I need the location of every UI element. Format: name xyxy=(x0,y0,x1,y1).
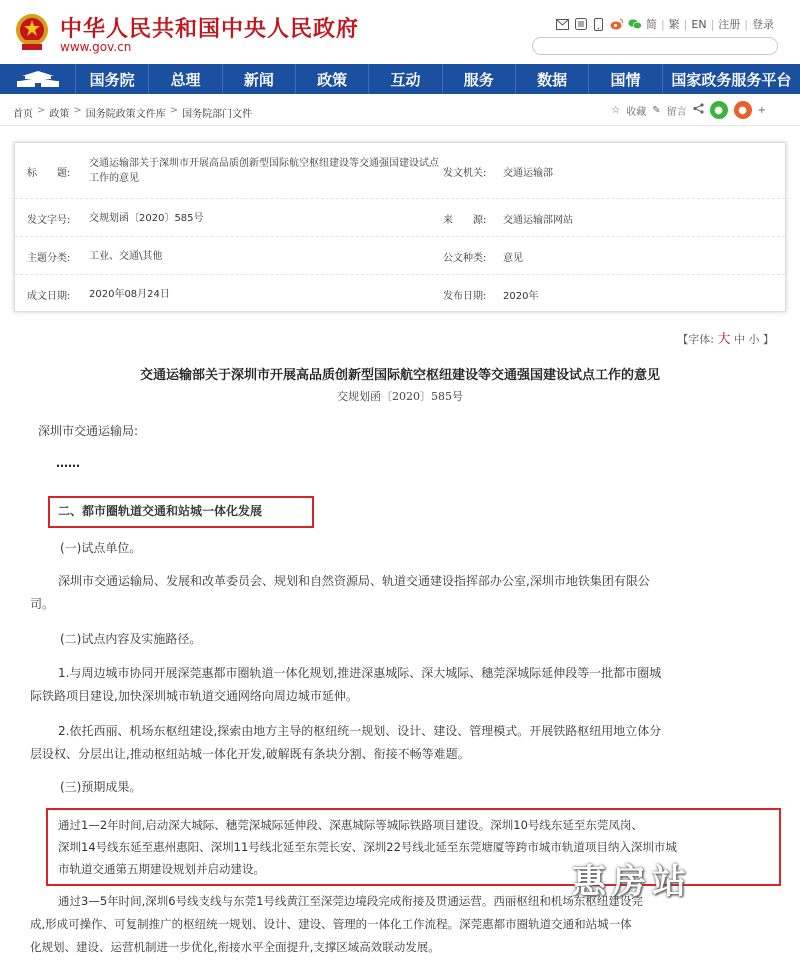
site-title[interactable]: 中华人民共和国中央人民政府 xyxy=(60,17,360,42)
info-row-title xyxy=(15,143,785,199)
title-label: 标 题: xyxy=(27,168,71,179)
paragraph-line: 层设权、分层出让,推动枢纽站城一体化开发,破解既有条块分割、衔接不畅等难题。 xyxy=(30,747,470,761)
more-share-icon[interactable]: + xyxy=(757,104,766,116)
issuer-label: 发文机关: xyxy=(443,168,487,179)
font-size-small-button[interactable]: 小 xyxy=(748,333,760,346)
type-value: 意见 xyxy=(503,253,523,264)
divider: | xyxy=(683,17,688,31)
docno-label: 发文字号: xyxy=(27,215,71,226)
ellipsis: …… xyxy=(56,456,80,470)
paragraph-line: 2.依托西丽、机场东枢纽建设,探索由地方主导的枢纽统一规划、设计、建设、管理模式。开展铁路枢纽用地立体分 xyxy=(58,724,662,738)
tiananmen-icon[interactable] xyxy=(0,64,76,94)
favorite-link[interactable]: 收藏 xyxy=(626,106,647,118)
paragraph-line: 际铁路项目建设,加快深圳城市轨道交通网络向周边城市延伸。 xyxy=(30,689,358,703)
paragraph-line: 1.与周边城市协同开展深莞惠都市圈轨道一体化规划,推进深惠城际、深大城际、穗莞深城际延伸段等一批都市圈城 xyxy=(58,666,662,680)
paragraph-line: 司。 xyxy=(30,597,55,611)
topic-label: 主题分类: xyxy=(27,253,71,264)
paragraph-line: 深圳市交通运输局、发展和改革委员会、规划和自然资源局、轨道交通建设指挥部办公室,深圳市地铁集团有限公 xyxy=(58,574,650,588)
type-label: 公文种类: xyxy=(443,253,487,264)
lang-traditional-link[interactable]: 繁 xyxy=(668,18,680,31)
nav-item-state-council[interactable]: 国务院 xyxy=(76,64,149,94)
font-size-prefix: 【字体: xyxy=(677,333,714,346)
date-value: 2020年08月24日 xyxy=(89,289,170,300)
source-label: 来 源: xyxy=(443,215,487,226)
breadcrumb-department-docs[interactable]: 国务院部门文件 xyxy=(182,109,253,120)
breadcrumb-separator: > xyxy=(37,105,46,116)
salutation: 深圳市交通运输局: xyxy=(38,424,139,438)
subheading-results: (三)预期成果。 xyxy=(60,780,142,794)
register-link[interactable]: 注册 xyxy=(718,18,741,31)
breadcrumb-separator: > xyxy=(73,105,82,116)
weibo-icon[interactable] xyxy=(610,17,624,31)
nav-item-policy[interactable]: 政策 xyxy=(296,64,369,94)
comment-link[interactable]: 留言 xyxy=(666,106,687,118)
article-title: 交通运输部关于深圳市开展高品质创新型国际航空枢纽建设等交通强国建设试点工作的意见 xyxy=(139,368,660,383)
nav-item-premier[interactable]: 总理 xyxy=(149,64,222,94)
nav-item-news[interactable]: 新闻 xyxy=(223,64,296,94)
breadcrumb-policy-library[interactable]: 国务院政策文件库 xyxy=(85,109,166,120)
docno-value: 交规划函〔2020〕585号 xyxy=(89,213,204,224)
mobile-icon[interactable] xyxy=(592,17,606,31)
nav-item-gov-service-platform[interactable]: 国家政务服务平台 xyxy=(671,70,792,89)
paragraph-line: 通过1—2年时间,启动深大城际、穗莞深城际延伸段、深惠城际等城际铁路项目建设。深圳10号线东延至东莞凤岗、 xyxy=(58,818,643,832)
breadcrumb-separator: > xyxy=(169,105,179,116)
paragraph-line: 成,形成可操作、可复制推广的枢纽统一规划、设计、建设、管理的一体化工作流程。深莞惠都市圈轨道交通和站城一体 xyxy=(30,917,632,931)
top-links xyxy=(556,16,774,32)
paragraph-line: 市轨道交通第五期建设规划并启动建设。 xyxy=(58,862,265,876)
paragraph-line: 深圳14号线东延至惠州惠阳、深圳11号线北延至东莞长安、深圳22号线北延至东莞塘厦等跨市城市轨道项目纳入深圳市城 xyxy=(58,840,677,854)
pub-date-value: 2020年 xyxy=(503,291,539,302)
mail-icon[interactable] xyxy=(556,17,570,31)
watermark-text: 惠房站 xyxy=(572,862,692,902)
info-row-topic xyxy=(15,237,785,275)
font-size-large-button[interactable]: 大 xyxy=(717,332,731,347)
nav-item-interaction[interactable]: 互动 xyxy=(369,64,442,94)
paragraph-line: 化规划、建设、运营机制进一步优化,衔接水平全面提升,支撑区域高效联动发展。 xyxy=(30,940,440,954)
search-input[interactable] xyxy=(532,37,778,55)
info-row-docno xyxy=(15,199,785,237)
subheading-content: (二)试点内容及实施路径。 xyxy=(60,632,202,646)
section-heading: 二、都市圈轨道交通和站城一体化发展 xyxy=(58,504,263,518)
date-label: 成文日期: xyxy=(27,291,71,302)
source-value: 交通运输部网站 xyxy=(503,215,573,226)
breadcrumb-bar xyxy=(0,96,800,126)
nav-item-service[interactable]: 服务 xyxy=(443,64,516,94)
breadcrumb-home[interactable]: 首页 xyxy=(13,109,33,120)
divider: | xyxy=(710,17,715,31)
title-value: 交通运输部关于深圳市开展高品质创新型国际航空枢纽建设等交通强国建设试点工作的意见 xyxy=(89,158,439,184)
document-info-table xyxy=(14,142,786,312)
nav-item-data[interactable]: 数据 xyxy=(516,64,589,94)
issuer-value: 交通运输部 xyxy=(503,168,553,179)
subheading-units: (一)试点单位。 xyxy=(60,541,142,555)
share-icon[interactable] xyxy=(693,103,704,117)
star-icon[interactable]: ☆ xyxy=(611,104,621,116)
breadcrumb-policy[interactable]: 政策 xyxy=(49,109,70,120)
lang-english-link[interactable]: EN xyxy=(691,17,707,31)
lang-simplified-link[interactable]: 简 xyxy=(645,18,657,31)
nav-item-national-info[interactable]: 国情 xyxy=(589,64,662,94)
wechat-share-icon[interactable]: ● xyxy=(710,101,728,119)
wechat-icon[interactable] xyxy=(628,17,642,31)
article-doc-number: 交规划函〔2020〕585号 xyxy=(337,390,463,403)
rss-icon[interactable] xyxy=(574,17,588,31)
topic-value: 工业、交通\其他 xyxy=(89,251,163,262)
breadcrumb xyxy=(13,105,252,120)
font-size-suffix: 】 xyxy=(763,333,774,346)
paragraph-line: 通过3—5年时间,深圳6号线支线与东莞1号线黄江至深莞边境段完成衔接及贯通运营。西丽枢纽和机场东枢纽建设完 xyxy=(58,894,643,908)
pub-date-label: 发布日期: xyxy=(443,291,487,302)
site-url: www.gov.cn xyxy=(60,40,132,54)
national-emblem-icon[interactable] xyxy=(14,12,50,54)
login-link[interactable]: 登录 xyxy=(752,18,774,31)
main-nav xyxy=(0,64,800,94)
info-row-date xyxy=(15,275,785,313)
page-tools xyxy=(611,101,766,119)
font-size-control xyxy=(677,328,774,347)
site-header xyxy=(0,0,800,64)
weibo-share-icon[interactable]: ● xyxy=(734,101,752,119)
font-size-medium-button[interactable]: 中 xyxy=(734,333,745,346)
comment-icon[interactable]: ✎ xyxy=(652,104,661,116)
divider: | xyxy=(660,17,665,31)
divider: | xyxy=(744,17,748,31)
